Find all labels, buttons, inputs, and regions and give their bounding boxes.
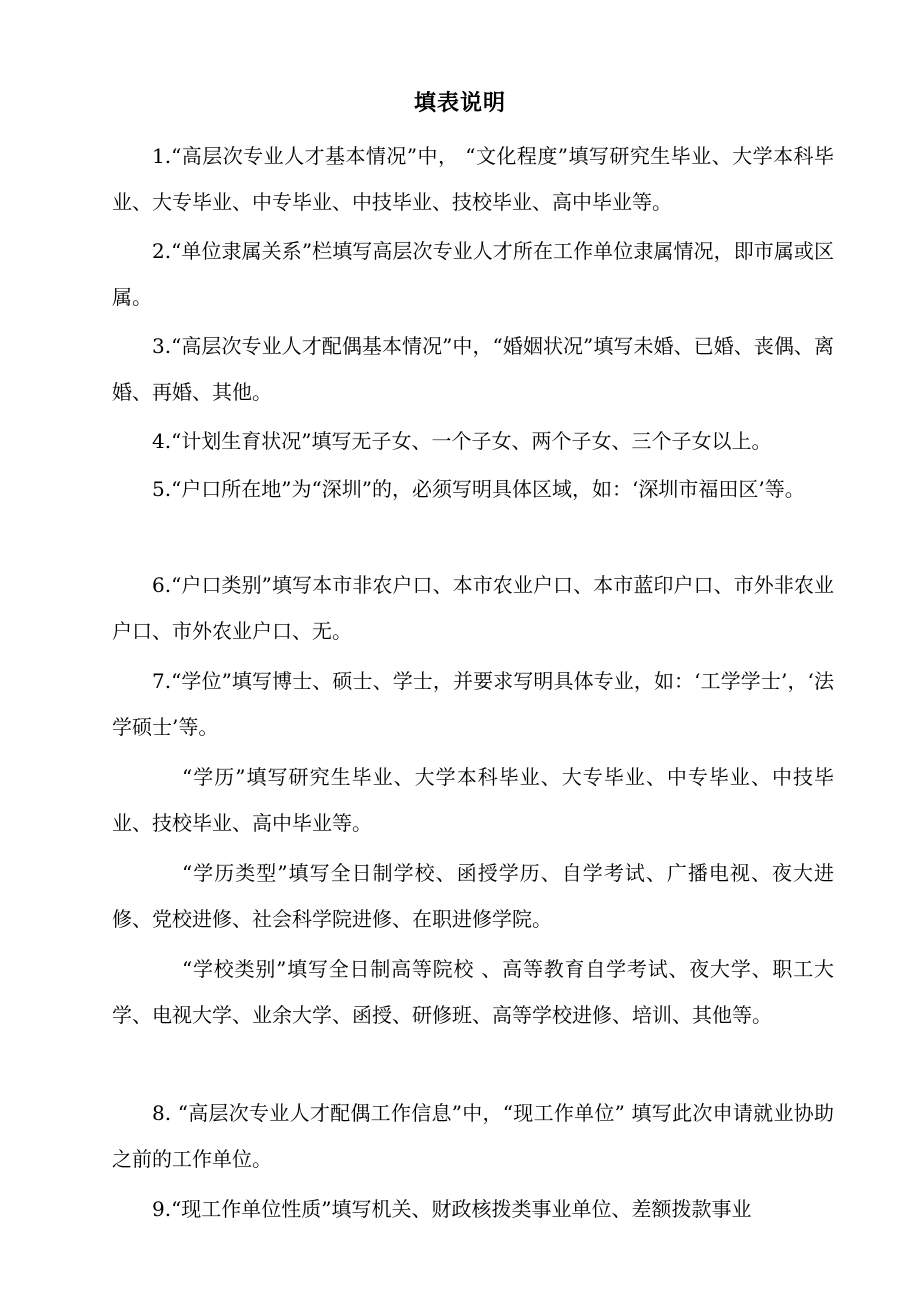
paragraph-7-education-type: “学历类型”填写全日制学校、函授学历、自学考试、广播电视、夜大进修、党校进修、社会科学院进修、在职进修学院。 (112, 861, 834, 931)
paragraph-3: 3.“高层次专业人才配偶基本情况”中，“婚姻状况”填写未婚、已婚、丧偶、离婚、再婚、其他。 (112, 334, 834, 404)
paragraph-6: 6.“户口类别”填写本市非农户口、本市农业户口、本市蓝印户口、市外非农业户口、市外农业户口、无。 (112, 573, 834, 643)
paragraph-7-education: “学历”填写研究生毕业、大学本科毕业、大专毕业、中专毕业、中技毕业、技校毕业、高中毕业等。 (112, 765, 834, 835)
paragraph-2: 2.“单位隶属关系”栏填写高层次专业人才所在工作单位隶属情况，即市属或区属。 (112, 239, 834, 309)
paragraph-5: 5.“户口所在地”为“深圳”的，必须写明具体区域，如：‘深圳市福田区’等。 (152, 477, 805, 501)
paragraph-8: 8. “高层次专业人才配偶工作信息”中，“现工作单位” 填写此次申请就业协助之前的工作单位。 (112, 1101, 834, 1171)
document-title: 填表说明 (413, 90, 506, 116)
paragraph-7-school-type: “学校类别”填写全日制高等院校 、高等教育自学考试、夜大学、职工大学、电视大学、业余大学、函授、研修班、高等学校进修、培训、其他等。 (112, 957, 834, 1027)
paragraph-1: 1.“高层次专业人才基本情况”中， “文化程度”填写研究生毕业、大学本科毕业、大专毕业、中专毕业、中技毕业、技校毕业、高中毕业等。 (112, 144, 834, 214)
paragraph-4: 4.“计划生育状况”填写无子女、一个子女、两个子女、三个子女以上。 (152, 429, 772, 453)
paragraph-7: 7.“学位”填写博士、硕士、学士，并要求写明具体专业，如：‘工学学士’，‘法学硕士’等。 (112, 669, 834, 739)
paragraph-9: 9.“现工作单位性质”填写机关、财政核拨类事业单位、差额拨款事业 (152, 1197, 752, 1221)
